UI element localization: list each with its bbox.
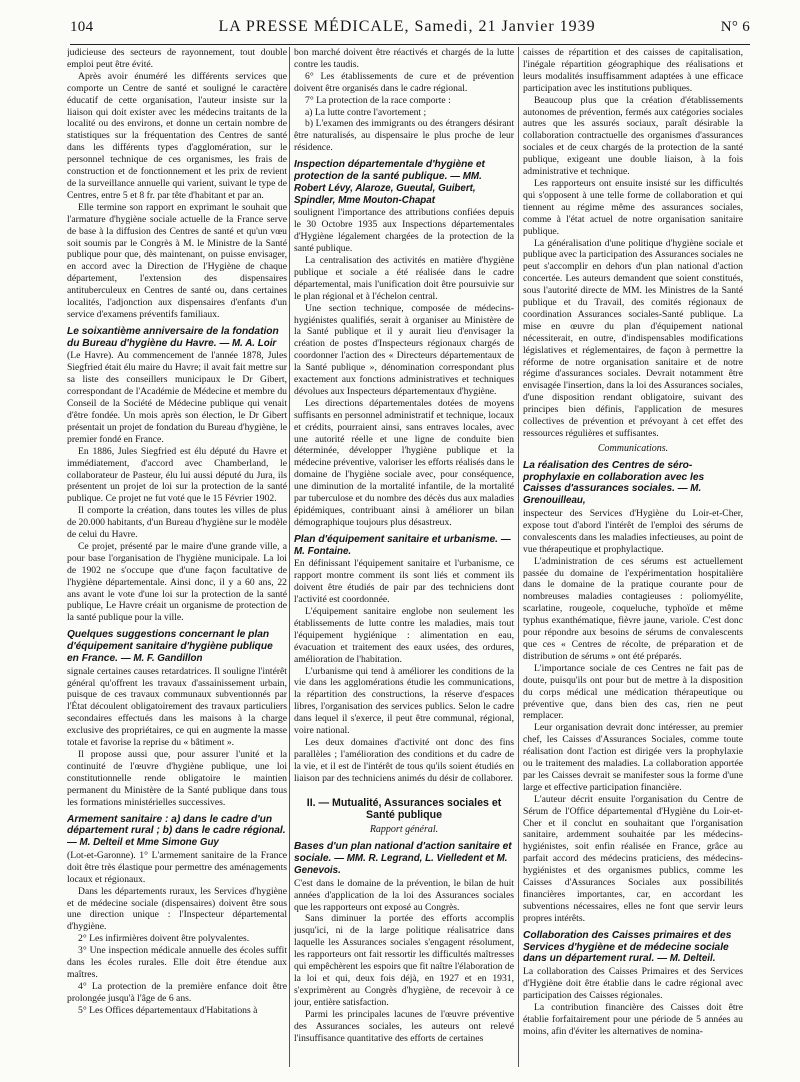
paragraph: b) L'examen des immigrants ou des étrangers désirant être naturalisés, au dispensaire le plus proche de leur résidence.	[294, 118, 514, 154]
column-3	[523, 47, 743, 1072]
section-heading	[294, 534, 514, 558]
paragraph: Sans diminuer la portée des efforts accomplis jusqu'ici, ni de la large politique réalisatrice dans laquelle les Assurances sociales s'engagent résolument, les rapporteurs ont fait ressortir les difficultés maîtresses qui empêchèrent les espoirs que fit naître l'élaboration de la loi et qui, deux fois déjà, en 1927 et en 1931, s'exprimèrent au Congrès d'hygiène, de recevoir à ce jour, entière satisfaction.	[294, 913, 514, 1008]
heading-author: — M. Fontaine.	[294, 533, 511, 557]
paragraph: 2° Les infirmières doivent être polyvalentes.	[78, 933, 250, 945]
heading-title: La réalisation des Centres de séro-prophylaxie en collaboration avec les Caisses d'assurances sociales.	[523, 459, 705, 495]
paragraph: a) La lutte contre l'avortement ;	[305, 106, 427, 118]
paragraph: caisses de répartition et des caisses de capitalisation, l'inégale répartition géographique des réalisations et leurs modalités insuffisamment adaptées à une efficace participation avec les institutions publiques.	[523, 47, 743, 94]
heading-author: — MM. Robert Lévy, Alaroze, Gueutal, Guibert, Spindler, Mme Mouton-Chapat	[294, 170, 482, 206]
paragraph: Il comporte la création, dans toutes les villes de plus de 20.000 habitants, d'un Bureau d'hygiène sur le modèle de celui du Havre.	[67, 505, 287, 541]
section-heading	[523, 930, 743, 965]
subsection-title: Rapport général.	[369, 824, 439, 836]
paragraph: 7° La protection de la race comporte :	[305, 94, 451, 106]
paragraph: La centralisation des activités en matière d'hygiène publique et sociale a été réalisée dans le cadre départemental, mais l'unification doit être poursuivie sur le plan régional et à l'échelon central.	[294, 254, 514, 302]
paragraph: L'équipement sanitaire englobe non seulement les établissements de lutte contre les maladies, mais tout l'équipement hygiénique : alimentation en eau, évacuation et traitement des eaux usées, des ordures, amélioration de l'habitation.	[294, 606, 514, 665]
paragraph: L'administration de ces sérums est actuellement passée du domaine de l'expérimentation hospitalière dans le domaine de la pratique courante pour de nombreuses maladies contagieuses : poliomyélite, scarlatine, rougeole, coqueluche, typhoïde et même typhus exanthématique, fièvre jaune, variole. C'est donc pour répondre aux besoins de sérums de convalescents que ces « Centres de récolte, de préparation et de distribution de sérums » ont été préparés.	[523, 555, 743, 662]
paragraph: (Lot-et-Garonne). 1° L'armement sanitaire de la France doit être très élastique pour permettre des aménagements locaux et régionaux.	[67, 849, 287, 885]
issue-number: N° 6	[720, 19, 750, 35]
column-divider	[518, 47, 519, 1067]
paragraph: Les deux domaines d'activité ont donc des fins parallèles ; l'amélioration des conditions et du cadre de la vie, et il est de l'intérêt de tous qu'ils soient étudiés en liaison par des techniciens animés du désir de collaborer.	[294, 737, 514, 784]
paragraph: L'importance sociale de ces Centres ne fait pas de doute, puisqu'ils ont pour but de mettre à la disposition du corps médical une médication thérapeutique ou préventive que, dans bien des cas, rien ne peut remplacer.	[523, 662, 743, 722]
paragraph: Il propose aussi que, pour assurer l'unité et la continuité de l'œuvre d'hygiène publique, une loi constitutionnelle rende obligatoire le maintien permanent du Ministère de la Santé publique dans tous les formations ministérielles successives.	[67, 749, 287, 808]
paragraph: Elle termine son rapport en exprimant le souhait que l'armature d'hygiène sociale actuelle de la France serve de base à la diffusion des Centres de santé et qu'un vœu soit soumis par le Congrès à M. le Ministre de la Santé publique pour que, dès maintenant, on puisse envisager, en accord avec la Direction de l'Hygiène de chaque département, l'extension des dispensaires antituberculeux en Centres de santé ou, dans certaines localités, l'adjonction aux dispensaires d'enfants d'un service d'examens préventifs familiaux.	[67, 201, 287, 320]
section-heading	[67, 814, 287, 849]
paragraph: La collaboration des Caisses Primaires et des Services d'Hygiène doit être établie dans le cadre régional avec participation des Caisses régionales.	[523, 966, 743, 1001]
paragraph: Dans les départements ruraux, les Services d'hygiène et de médecine sociale (dispensaires) doivent être sous une direction unique : l'Inspecteur départemental d'hygiène.	[67, 885, 287, 933]
header-rule	[70, 44, 750, 45]
paragraph: 4° La protection de la première enfance doit être prolongée jusqu'à l'âge de 6 ans.	[67, 980, 287, 1004]
column-1	[67, 47, 287, 1072]
paragraph: Ce projet, présenté par le maire d'une grande ville, a pour base l'organisation de l'hygiène municipale. La loi de 1902 ne s'occupe que d'une façon facultative de l'hygiène départementale. Ainsi donc, il y a 60 ans, 22 ans avant le vote d'une loi sur la protection de la santé publique, Le Havre créait un organisme de protection de la santé publique pour la ville.	[67, 540, 287, 624]
paragraph: (Le Havre). Au commencement de l'année 1878, Jules Siegfried était élu maire du Havre; il avait fait mettre sur sa liste des conseillers municipaux le Dr Gibert, correspondant de l'Académie de Médecine et membre du Conseil de la Société de Médecine publique qui venait d'être fondée. Un mois après son élection, le Dr Gibert présentait un projet de fondation du Bureau d'hygiène, le premier fondé en France.	[67, 350, 287, 445]
heading-author: — MM. R. Legrand, L. Vielledent et M. Genevois.	[294, 853, 508, 876]
heading-author: — M. F. Gandillon	[120, 652, 203, 664]
paragraph: Après avoir énuméré les différents services que comporte un Centre de santé et souligné le caractère éducatif de cette organisation, l'auteur insiste sur la liaison qui doit exister avec les médecins traitants de la localité ou des environs, et donne un certain nombre de statistiques sur la fréquentation des Centres de santé dans les différents types d'agglomération, sur le personnel technique de ces organismes, les frais de construction et de fonctionnement et les prix de revient de la surveillance annuelle qui varient, suivant le type de Centres, entre 5 et 8 fr. par tête d'habitant et par an.	[67, 70, 287, 201]
paragraph: Les rapporteurs ont ensuite insisté sur les difficultés qui s'opposent à une telle forme de collaboration et qui tiennent au régime même des assurances sociales, comme à l'état actuel de notre organisation sanitaire publique.	[523, 177, 743, 237]
heading-author: — M. Delteil et Mme Simone Guy	[67, 837, 219, 849]
paragraph: 6° Les établissements de cure et de prévention doivent être organisés dans le cadre régional.	[294, 70, 514, 94]
paragraph: L'auteur décrit ensuite l'organisation du Centre de Sérum de l'Office départemental d'Hygiène du Loir-et-Cher et il conclut en souhaitant que l'organisation sanitaire, ardemment souhaitée par les médecins-hygiénistes, soit enfin réalisée en France, grâce au parfait accord des médecins praticiens, des médecins-hygiénistes et des organismes publics, comme les Caisses d'Assurances Sociales aux possibilités financières importantes, car, en accordant les subventions nécessaires, elles ne font que servir leurs propres intérêts.	[523, 793, 743, 924]
paragraph: La généralisation d'une politique d'hygiène sociale et publique avec la participation des Assurances sociales ne peut s'accomplir en dehors d'un plan national d'action concertée. Les auteurs demandent que soient constitués, sous l'autorité directe de MM. les Ministres de la Santé publique et du Travail, des comités régionaux de coordination Assurances sociales-Santé publique. La mise en œuvre du plan d'équipement national nécessiterait, en outre, d'indispensables modifications législatives et réglementaires, de façon à permettre la réforme de notre organisation sanitaire et de notre régime d'assurances sociales. Devrait notamment être envisagée l'insertion, dans la loi des Assurances sociales, d'une disposition rendant obligatoire, suivant des principes bien définis, l'application de mesures collectives de prévention et prévoyant à cet effet des ressources régulières et suffisantes.	[523, 237, 743, 439]
section-heading	[523, 460, 743, 507]
column-divider	[289, 47, 290, 1067]
paragraph: En 1886, Jules Siegfried est élu député du Havre et immédiatement, d'accord avec Chamberland, le collaborateur de Pasteur, élu lui aussi député du Jura, ils présentent un projet de loi sur la protection de la santé publique. Ce projet ne fut voté que le 15 Février 1902.	[67, 445, 287, 505]
paragraph: soulignent l'importance des attributions confiées depuis le 30 Octobre 1935 aux Inspections départementales d'Hygiène légalement chargées de la protection de la santé publique.	[294, 207, 514, 255]
paragraph: C'est dans le domaine de la prévention, le bilan de huit années d'application de la loi des Assurances sociales que les rapporteurs ont exposé au Congrès.	[294, 877, 514, 913]
heading-title: Inspection départementale d'hygiène et protection de la santé publique.	[294, 159, 485, 182]
paragraph: L'urbanisme qui tend à améliorer les conditions de la vie dans les agglomérations étudie les communications, la répartition des constructions, la réserve d'espaces libres, l'organisation des services publics. Selon le cadre dans lequel il s'exerce, il peut être communal, régional, voire national.	[294, 665, 514, 737]
section-title: II. — Mutualité, Assurances sociales et Santé publique	[306, 796, 502, 822]
paragraph: Parmi les principales lacunes de l'œuvre préventive des Assurances sociales, les auteurs ont relevé l'insuffisance quantitative des efforts de certaines	[294, 1008, 514, 1044]
paragraph: bon marché doivent être réactivés et chargés de la lutte contre les taudis.	[294, 47, 514, 70]
heading-title: Le soixantième anniversaire de la fondation du Bureau d'hygiène du Havre.	[67, 325, 279, 349]
section-heading	[294, 159, 514, 206]
page-header	[70, 18, 750, 42]
paragraph: La contribution financière des Caisses doit être établie forfaitairement pour une période de 5 années au moins, afin d'éviter les alternatives de nomina-	[523, 1001, 743, 1037]
paragraph: Beaucoup plus que la création d'établissements autonomes de prévention, fermés aux catégories sociales autres que les assurés sociaux, paraît désirable la collaboration contractuelle des organismes d'assurances sociales et de ceux chargés de la protection de la santé publique, exigeant une double liaison, à la fois administrative et technique.	[523, 94, 743, 178]
paragraph: En définissant l'équipement sanitaire et l'urbanisme, ce rapport montre comment ils sont liés et comment ils doivent être étudiés de pair par des techniciens dont l'activité est coordonnée.	[294, 558, 514, 606]
heading-author: — M. A. Loir	[219, 337, 277, 349]
paragraph: 5° Les Offices départementaux d'Habitations à	[78, 1004, 258, 1016]
paragraph: Une section technique, composée de médecins-hygiénistes qualifiés, serait à organiser au Ministère de la Santé publique et il y aurait lieu d'envisager la création de postes d'Inspecteurs régionaux chargés de coordonner l'action des « Directeurs départementaux de la Santé publique », dénomination correspondant plus exactement aux fonctions administratives et techniques dévolues aux Inspecteurs départementaux d'hygiène.	[294, 302, 514, 397]
heading-title: Armement sanitaire : a) dans le cadre d'un département rural ; b) dans le cadre régional.	[67, 813, 286, 837]
section-heading	[67, 326, 287, 350]
paragraph: Les directions départementales dotées de moyens suffisants en personnel administratif et technique, locaux et crédits, pourraient ainsi, sans entraves locales, avec une autorité réelle et une ligne de conduite bien déterminée, développer l'hygiène publique et la médecine préventive, valoriser les efforts réalisés dans le domaine de l'hygiène sociale avec, pour conséquence, une diminution de la mortalité infantile, de la mortalité par tuberculose et du nombre des décès dus aux maladies épidémiques, contribuant ainsi à améliorer un bilan démographique toujours plus désastreux.	[294, 397, 514, 528]
section-heading	[294, 841, 514, 876]
heading-author: — M. Delteil.	[657, 953, 716, 965]
heading-title: Plan d'équipement sanitaire et urbanisme.	[294, 533, 498, 545]
paragraph: 3° Une inspection médicale annuelle des écoles suffit dans les écoles rurales. Elle doit être étendue aux maîtres.	[67, 945, 287, 980]
paragraph: Leur organisation devrait donc intéresser, au premier chef, les Caisses d'Assurances Sociales, comme toute réalisation dont l'action est dirigée vers la prophylaxie ou le traitement des maladies. La collaboration apportée par les Caisses devrait se manifester sous la forme d'une large et effective participation financière.	[523, 722, 743, 793]
column-2	[294, 47, 514, 1072]
heading-title: Collaboration des Caisses primaires et des Services d'hygiène et de médecine sociale dans un département rural.	[523, 929, 732, 965]
paragraph: signale certaines causes retardatrices. Il souligne l'intérêt général qu'offrent les travaux d'assainissement urbain, puisque de ces travaux communaux subventionnés par l'État découlent obligatoirement des travaux particuliers secondaires effectués dans les maisons à la charge exclusive des propriétaires, ce qui en augmente la masse totale et favorise la reprise du « bâtiment ».	[67, 665, 287, 749]
paragraph: judicieuse des secteurs de rayonnement, tout double emploi peut être évité.	[67, 47, 287, 70]
section-heading	[67, 629, 287, 664]
journal-title: LA PRESSE MÉDICALE, Samedi, 21 Janvier 1939	[218, 18, 596, 35]
heading-title: Quelques suggestions concernant le plan d'équipement sanitaire d'hygiène publique en France.	[67, 629, 273, 664]
heading-author: — M. Grenouilleau,	[523, 483, 702, 507]
paragraph: inspecteur des Services d'Hygiène du Loir-et-Cher, expose tout d'abord l'intérêt de l'emploi des sérums de convalescents dans les maladies infectieuses, au point de vue thérapeutique et prophylactique.	[523, 508, 743, 555]
subsection-title: Communications.	[597, 442, 669, 454]
page-number: 104	[70, 19, 94, 35]
heading-title: Bases d'un plan national d'action sanitaire et sociale.	[294, 841, 512, 865]
